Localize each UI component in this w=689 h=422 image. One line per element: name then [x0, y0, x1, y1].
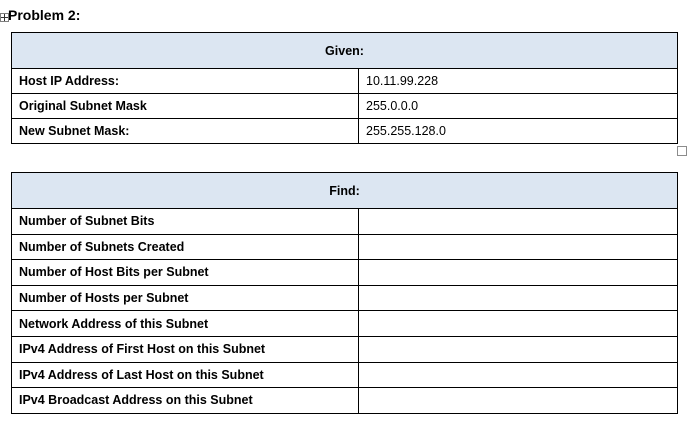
- find-table: [11, 172, 678, 414]
- find-row: [12, 362, 678, 388]
- given-label-host-ip: Host IP Address:: [12, 69, 359, 94]
- find-row: [12, 234, 678, 260]
- find-label-host-bits: Number of Host Bits per Subnet: [12, 260, 359, 286]
- find-answer-broadcast[interactable]: [359, 388, 678, 414]
- given-label-original-mask: Original Subnet Mask: [12, 94, 359, 119]
- table-resize-handle-icon[interactable]: [677, 146, 687, 156]
- given-value-host-ip[interactable]: 10.11.99.228: [359, 69, 678, 94]
- given-header-row: [12, 33, 678, 69]
- find-row: [12, 209, 678, 235]
- find-answer-first-host[interactable]: [359, 336, 678, 362]
- find-row: [12, 336, 678, 362]
- find-answer-host-bits[interactable]: [359, 260, 678, 286]
- find-label-network-address: Network Address of this Subnet: [12, 311, 359, 337]
- find-answer-subnets-created[interactable]: [359, 234, 678, 260]
- problem-title: Problem 2:: [8, 7, 81, 23]
- find-label-subnet-bits: Number of Subnet Bits: [12, 209, 359, 235]
- given-row: [12, 94, 678, 119]
- find-header: Find:: [12, 173, 678, 209]
- find-label-last-host: IPv4 Address of Last Host on this Subnet: [12, 362, 359, 388]
- find-row: [12, 285, 678, 311]
- find-row: [12, 260, 678, 286]
- given-label-new-mask: New Subnet Mask:: [12, 119, 359, 144]
- given-value-original-mask[interactable]: 255.0.0.0: [359, 94, 678, 119]
- find-answer-last-host[interactable]: [359, 362, 678, 388]
- given-row: [12, 119, 678, 144]
- given-value-new-mask[interactable]: 255.255.128.0: [359, 119, 678, 144]
- find-row: [12, 311, 678, 337]
- find-answer-hosts-per-subnet[interactable]: [359, 285, 678, 311]
- given-row: [12, 69, 678, 94]
- find-answer-subnet-bits[interactable]: [359, 209, 678, 235]
- find-header-row: [12, 173, 678, 209]
- find-label-first-host: IPv4 Address of First Host on this Subnet: [12, 336, 359, 362]
- given-table: [11, 32, 678, 144]
- find-label-subnets-created: Number of Subnets Created: [12, 234, 359, 260]
- find-label-broadcast: IPv4 Broadcast Address on this Subnet: [12, 388, 359, 414]
- find-row: [12, 388, 678, 414]
- find-label-hosts-per-subnet: Number of Hosts per Subnet: [12, 285, 359, 311]
- given-header: Given:: [12, 33, 678, 69]
- find-answer-network-address[interactable]: [359, 311, 678, 337]
